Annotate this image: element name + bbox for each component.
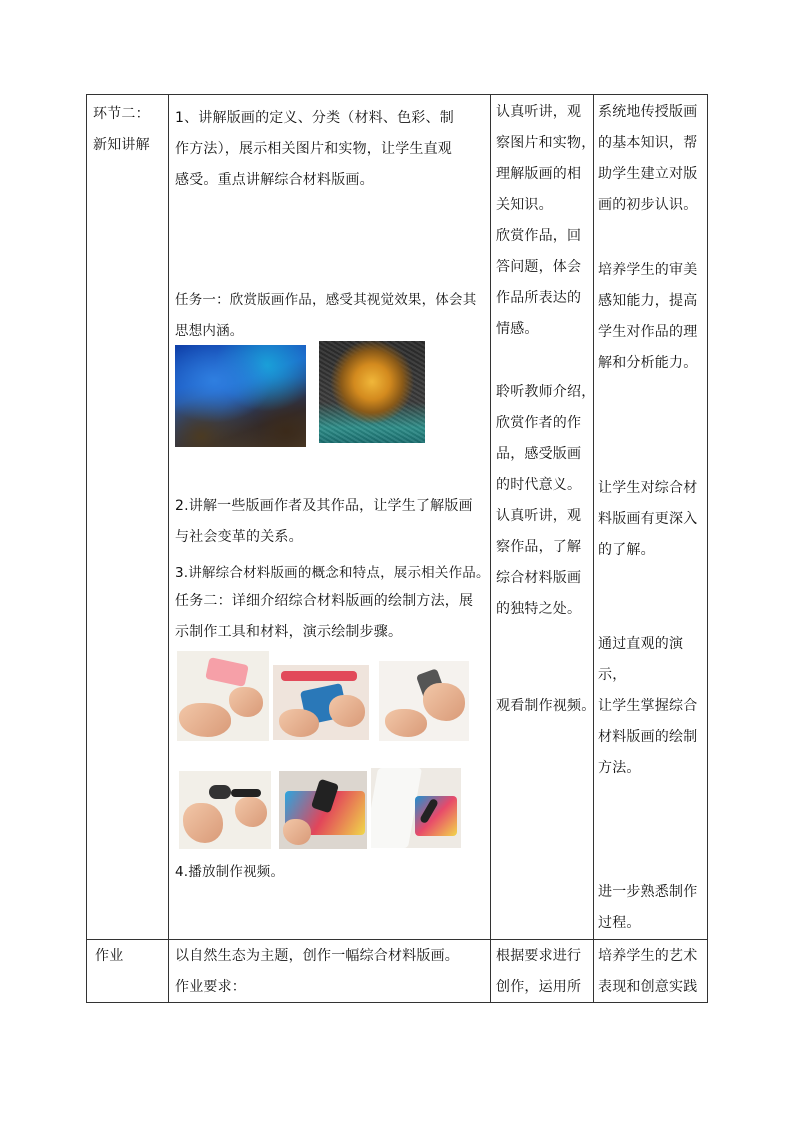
text-line: 的基本知识，帮 — [598, 135, 698, 151]
text-line: 的了解。 — [598, 542, 655, 558]
text-line: 作品所表达的 — [496, 290, 582, 306]
process-photo-3 — [379, 661, 469, 741]
text-line: 认真听讲，观 — [496, 104, 582, 120]
text-line: 1、讲解版画的定义、分类（材料、色彩、制 — [175, 110, 454, 126]
text-line: 品，感受版画 — [496, 446, 582, 462]
text-line: 通过直观的演示， — [598, 636, 684, 683]
text-line: 察作品，了解 — [496, 539, 582, 555]
text-line: 的时代意义。 — [496, 477, 582, 493]
text-line: 材料版画的绘制 — [598, 729, 698, 745]
content-paragraph-3: 3.讲解综合材料版画的概念和特点，展示相关作品。 — [175, 565, 490, 581]
lesson-plan-table — [86, 94, 708, 1003]
text-line: 情感。 — [496, 321, 539, 337]
process-photo-6 — [371, 768, 461, 848]
text-line: 理解版画的相 — [496, 166, 582, 182]
sun-print-artwork — [319, 341, 425, 443]
row-divider — [87, 939, 707, 940]
process-photo-1 — [177, 651, 269, 741]
text-line: 解和分析能力。 — [598, 355, 698, 371]
text-line: 系统地传授版画 — [598, 104, 698, 120]
text-line: 欣赏作品，回 — [496, 228, 582, 244]
text-line: 助学生建立对版 — [598, 166, 698, 182]
text-line: 方法。 — [598, 760, 641, 776]
text-line: 示制作工具和材料，演示绘制步骤。 — [175, 624, 403, 640]
text-line: 认真听讲，观 — [496, 508, 582, 524]
text-line: 的独特之处。 — [496, 601, 582, 617]
text-line: 察图片和实物， — [496, 135, 596, 151]
text-line: 关知识。 — [496, 197, 553, 213]
text-line: 让学生掌握综合 — [598, 698, 698, 714]
design-purpose-2 — [598, 255, 697, 379]
design-purpose-5 — [598, 877, 697, 939]
design-purpose-3 — [598, 473, 697, 566]
text-line: 画的初步认识。 — [598, 197, 698, 213]
content-paragraph-1 — [175, 103, 454, 196]
process-photo-4 — [179, 771, 271, 849]
text-line: 进一步熟悉制作 — [598, 884, 698, 900]
homework-purpose — [598, 941, 697, 1003]
text-line: 答问题，体会 — [496, 259, 582, 275]
content-paragraph-2 — [175, 491, 473, 553]
text-line: 欣赏作者的作 — [496, 415, 582, 431]
homework-content — [175, 941, 459, 1003]
student-activity-2 — [496, 377, 595, 625]
text-line: 聆听教师介绍， — [496, 384, 596, 400]
text-line: 创作，运用所 — [496, 979, 582, 995]
text-line: 表现和创意实践 — [598, 979, 698, 995]
section-label-line: 环节二： — [93, 106, 150, 122]
text-line: 过程。 — [598, 915, 641, 931]
text-line: 培养学生的艺术 — [598, 948, 698, 964]
homework-label: 作业 — [95, 948, 124, 964]
text-line: 培养学生的审美 — [598, 262, 698, 278]
section-label — [93, 99, 150, 161]
text-line: 根据要求进行 — [496, 948, 582, 964]
student-activity-3: 观看制作视频。 — [496, 698, 596, 714]
homework-student-activity — [496, 941, 581, 1003]
text-line: 2.讲解一些版画作者及其作品，让学生了解版画 — [175, 498, 473, 514]
text-line: 以自然生态为主题，创作一幅综合材料版画。 — [175, 948, 459, 964]
text-line: 料版画有更深入 — [598, 511, 698, 527]
text-line: 让学生对综合材 — [598, 480, 698, 496]
text-line: 思想内涵。 — [175, 323, 244, 339]
text-line: 综合材料版画 — [496, 570, 582, 586]
text-line: 感受。重点讲解综合材料版画。 — [175, 172, 374, 188]
text-line: 任务一：欣赏版画作品，感受其视觉效果，体会其 — [175, 292, 477, 308]
design-purpose-4 — [598, 629, 707, 784]
process-photo-2 — [273, 665, 369, 740]
text-line: 学生对作品的理 — [598, 324, 698, 340]
task-1-text — [175, 285, 476, 347]
text-line: 任务二：详细介绍综合材料版画的绘制方法，展 — [175, 593, 474, 609]
ocean-print-artwork — [175, 345, 306, 447]
text-line: 作业要求： — [175, 979, 246, 995]
design-purpose — [598, 97, 697, 221]
content-paragraph-4: 4.播放制作视频。 — [175, 864, 285, 880]
student-activity — [496, 97, 595, 345]
task-2-text — [175, 586, 473, 648]
column-divider — [490, 95, 491, 1002]
section-label-line: 新知讲解 — [93, 137, 150, 153]
text-line: 作方法），展示相关图片和实物，让学生直观 — [175, 141, 452, 157]
column-divider — [168, 95, 169, 1002]
text-line: 与社会变革的关系。 — [175, 529, 303, 545]
text-line: 感知能力，提高 — [598, 293, 698, 309]
process-photo-5 — [279, 771, 367, 849]
